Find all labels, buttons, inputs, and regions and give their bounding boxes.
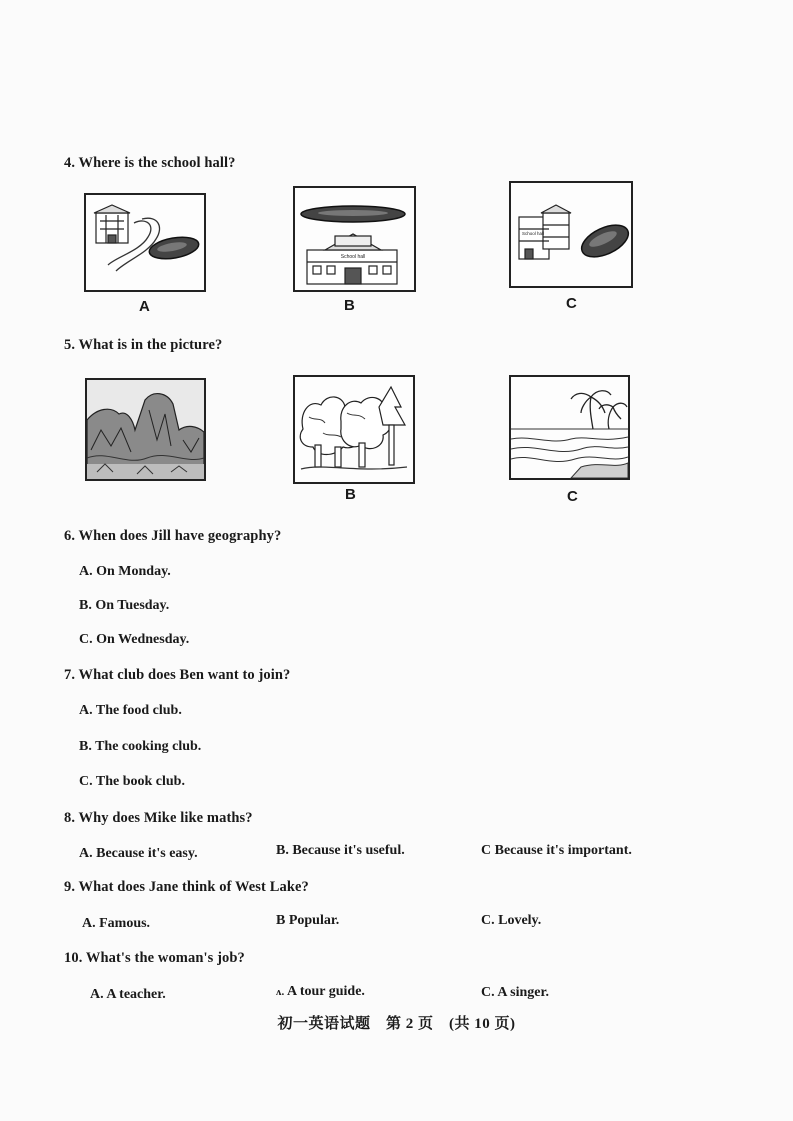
option-b: B. Because it's useful. <box>276 843 405 858</box>
option-c-label: C <box>566 295 577 312</box>
school-building-and-lake-icon <box>86 195 204 290</box>
option-c: C. A singer. <box>481 985 549 1000</box>
option-c: C. The book club. <box>79 774 185 789</box>
option-b: B. The cooking club. <box>79 739 202 754</box>
forest-trees-icon <box>295 377 413 482</box>
option-b-label: B <box>344 297 355 314</box>
school-hall-sign: School hall <box>521 231 545 236</box>
beach-with-palm-trees-icon <box>511 377 628 478</box>
school-hall-sign: School hall <box>340 254 366 260</box>
option-c-picture <box>509 181 633 288</box>
option-b <box>276 984 365 1000</box>
smudged-letter-mark: ʌ. <box>276 986 285 998</box>
option-c-picture <box>509 375 630 480</box>
question-10: 10. What's the woman's job? <box>64 950 245 966</box>
option-b: B Popular. <box>276 913 340 928</box>
lake-above-school-hall-icon <box>295 188 414 290</box>
option-c: C. Lovely. <box>481 913 542 928</box>
option-a: A. A teacher. <box>90 987 166 1002</box>
option-b: B. On Tuesday. <box>79 598 170 613</box>
option-a: A. On Monday. <box>79 564 171 579</box>
page-footer: 初一英语试题 第 2 页 (共 10 页) <box>277 1016 516 1032</box>
school-hall-beside-lake-icon <box>511 183 631 286</box>
option-b-picture <box>293 375 415 484</box>
rocky-mountain-icon <box>87 380 204 479</box>
option-a: A. The food club. <box>79 703 182 718</box>
question-5: 5. What is in the picture? <box>64 337 223 353</box>
question-6: 6. When does Jill have geography? <box>64 528 282 544</box>
option-c: C Because it's important. <box>481 843 632 858</box>
question-7: 7. What club does Ben want to join? <box>64 667 291 683</box>
option-c-label: C <box>567 488 578 505</box>
option-b-picture <box>293 186 416 292</box>
option-a-picture <box>85 378 206 481</box>
option-c: C. On Wednesday. <box>79 632 190 647</box>
question-9: 9. What does Jane think of West Lake? <box>64 879 309 895</box>
option-a-label: A <box>139 298 150 315</box>
option-b-text: A tour guide. <box>286 984 365 999</box>
question-4: 4. Where is the school hall? <box>64 155 236 171</box>
option-a: A. Because it's easy. <box>79 846 198 861</box>
option-b-label: B <box>345 486 356 503</box>
option-a-picture <box>84 193 206 292</box>
option-a: A. Famous. <box>82 916 151 931</box>
question-8: 8. Why does Mike like maths? <box>64 810 253 826</box>
